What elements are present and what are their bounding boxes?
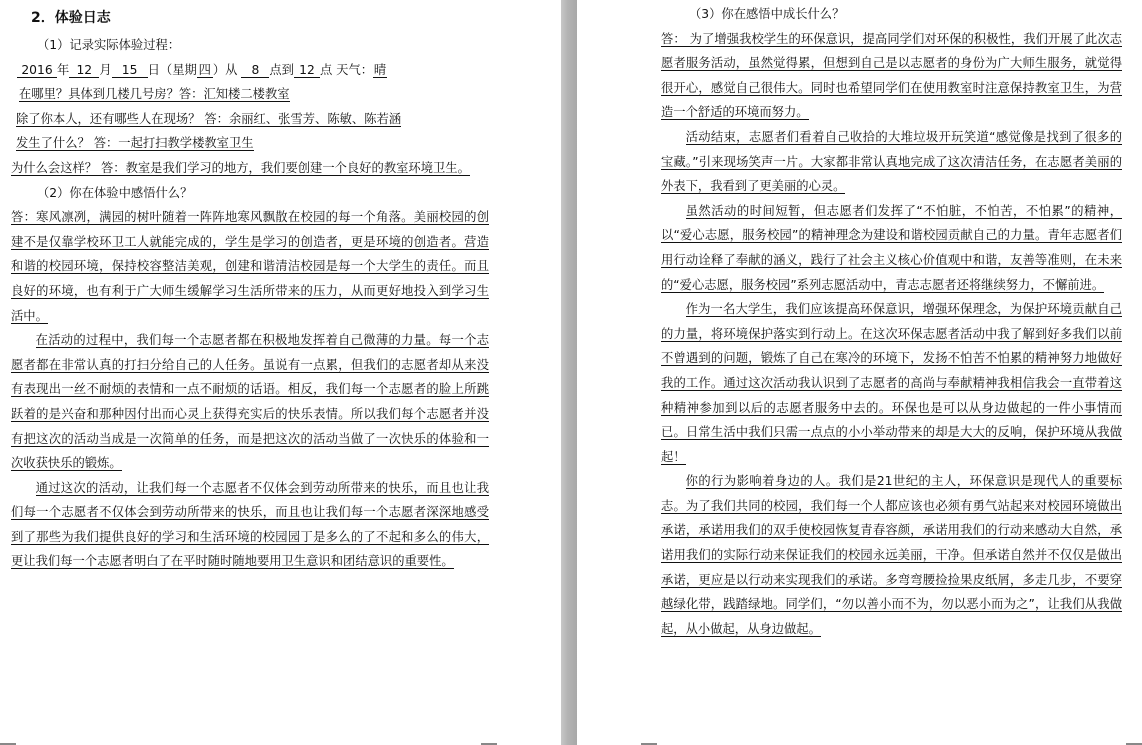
- start-hour: 8: [241, 63, 269, 78]
- answer-3-paragraph-4: 作为一名大学生，我们应该提高环保意识，增强环保理念，为保护环境贡献自己的力量，将环境保护落实到行动上。在这次环保志愿者活动中我了解到好多我们以前不曾遇到的问题，锻炼了自己在寒冷的环境下，发扬不怕苦不怕累的精神努力地做好我的工作。通过这次活动我认识到了志愿者的高尚与奉献精神我相信我会一直带着这种精神参加到以后的志愿者服务中去的。环保也是可以从身边做起的一件小事情而已。日常生活中我们只需一点点的小小举动带来的却是大大的反响，保护环境从我做起！: [661, 302, 1122, 464]
- to-label: 点到: [269, 62, 294, 77]
- where-line: [19, 82, 489, 107]
- answer-2-paragraph-3: 通过这次的活动，让我们每一个志愿者不仅体会到劳动所带来的快乐，而且也让我们每一个志愿者不仅体会到劳动所带来的快乐，而且也让我们每一个志愿者深深地感受到了那些为我们提供良好的学习和生活环境的校园园丁是多么的了不起和多么的伟大，更让我们每一个志愿者明白了在平时随时随地要用卫生意识和团结意识的重要性。: [11, 480, 489, 569]
- weather-value: 晴: [373, 62, 387, 77]
- where-text: 在哪里？具体到几楼几号房？答：汇知楼二楼教室: [19, 87, 290, 102]
- why-line: [11, 156, 489, 181]
- year-value: 2016: [17, 63, 57, 78]
- year-unit: 年: [57, 62, 70, 77]
- what-line: [16, 131, 489, 156]
- who-text: 除了你本人，还有哪些人在现场？ 答：余丽红、张雪芳、陈敏、陈若涵: [16, 111, 402, 126]
- end-hour: 12: [294, 63, 320, 78]
- answer-3-paragraph-1: 答： 为了增强我校学生的环保意识，提高同学们对环保的积极性，我们开展了此次志愿者服务活动，虽然觉得累，但想到自己是以志愿者的身份为广大师生服务，就觉得很开心，感觉自己很伟大。同时也希望同学们在使用教室时注意保持教室卫生，为营造一个舒适的环境而努力。: [661, 31, 1122, 120]
- month-unit: 月: [99, 62, 112, 77]
- answer-2-paragraph-1: 答：寒风凛冽，满园的树叶随着一阵阵地寒风飘散在校园的每一个角落。美丽校园的创建不是仅靠学校环卫工人就能完成的，学生是学习的创造者，更是环境的创造者。营造和谐的校园环境，保持校容整洁美观，创建和谐清洁校园是每一个大学生的责任。而且良好的环境，也有利于广大师生缓解学习生活所带来的压力，从而更好地投入到学习生活中。: [11, 210, 489, 323]
- month-value: 12: [69, 63, 99, 78]
- why-text: 为什么会这样？ 答：教室是我们学习的地方，我们要创建一个良好的教室环境卫生。: [11, 160, 470, 175]
- answer-3-paragraph-2: 活动结束，志愿者们看着自己收拾的大堆垃圾开玩笑道“感觉像是找到了很多的宝藏。”引来现场笑声一片。大家都非常认真地完成了这次清洁任务，在志愿者美丽的外表下，我看到了更美丽的心灵。: [661, 129, 1122, 194]
- weather-label: 点 天气：: [319, 62, 374, 77]
- weekday-value: 四: [198, 62, 211, 77]
- document-page-left: [0, 0, 561, 745]
- document-page-right: [577, 0, 1142, 745]
- date-line: [17, 58, 489, 83]
- answer-2-paragraph-2: 在活动的过程中，我们每一个志愿者都在积极地发挥着自己微薄的力量。每一个志愿者都在非常认真的打扫分给自己的人任务。虽说有一点累，但我们的志愿者却从来没有表现出一丝不耐烦的表情和一点不耐烦的话语。相反，我们每一个志愿者的脸上所跳跃着的是兴奋和那种因付出而心灵上获得充实后的快乐表情。所以我们每个志愿者并没有把这次的活动当成是一次简单的任务，而是把这次的活动当做了一次快乐的体验和一次收获快乐的锻炼。: [11, 333, 489, 471]
- question-1: （1）记录实际体验过程：: [37, 38, 181, 52]
- what-text: 发生了什么？ 答：一起打扫教学楼教室卫生: [16, 136, 254, 151]
- question-2: （2）你在体验中感悟什么？: [37, 185, 193, 200]
- day-value: 15: [112, 63, 148, 78]
- from-label: ）从: [212, 62, 238, 77]
- answer-3-paragraph-3: 虽然活动的时间短暂，但志愿者们发挥了“不怕脏，不怕苦，不怕累”的精神，以“爱心志愿，服务校园”的精神理念为建设和谐校园贡献自己的力量。青年志愿者们用行动诠释了奉献的涵义，践行了社会主义核心价值观中和谐，友善等准则，在未来的“爱心志愿，服务校园”系列志愿活动中，青志志愿者还将继续努力，不懈前进。: [661, 203, 1122, 292]
- question-3: （3）你在感悟中成长什么？: [689, 7, 845, 21]
- page-gutter: [561, 0, 577, 745]
- answer-3-paragraph-5: 你的行为影响着身边的人。我们是21世纪的主人，环保意识是现代人的重要标志。为了我们共同的校园，我们每一个人都应该也必须有勇气站起来对校园环境做出承诺，承诺用我们的双手使校园恢复青春容颜，承诺用我们的行动来感动大自然，承诺用我们的实际行动来保证我们的校园永远美丽，干净。但承诺自然并不仅仅是做出承诺，更应是以行动来实现我们的承诺。多弯弯腰捡捡果皮纸屑，多走几步，不要穿越绿化带，践踏绿地。同学们，“勿以善小而不为，勿以恶小而为之”，让我们从我做起，从小做起，从身边做起。: [661, 474, 1122, 636]
- who-line: [16, 107, 489, 132]
- day-unit: 日（星期: [147, 62, 197, 77]
- section-heading: 2．体验日志: [31, 10, 111, 26]
